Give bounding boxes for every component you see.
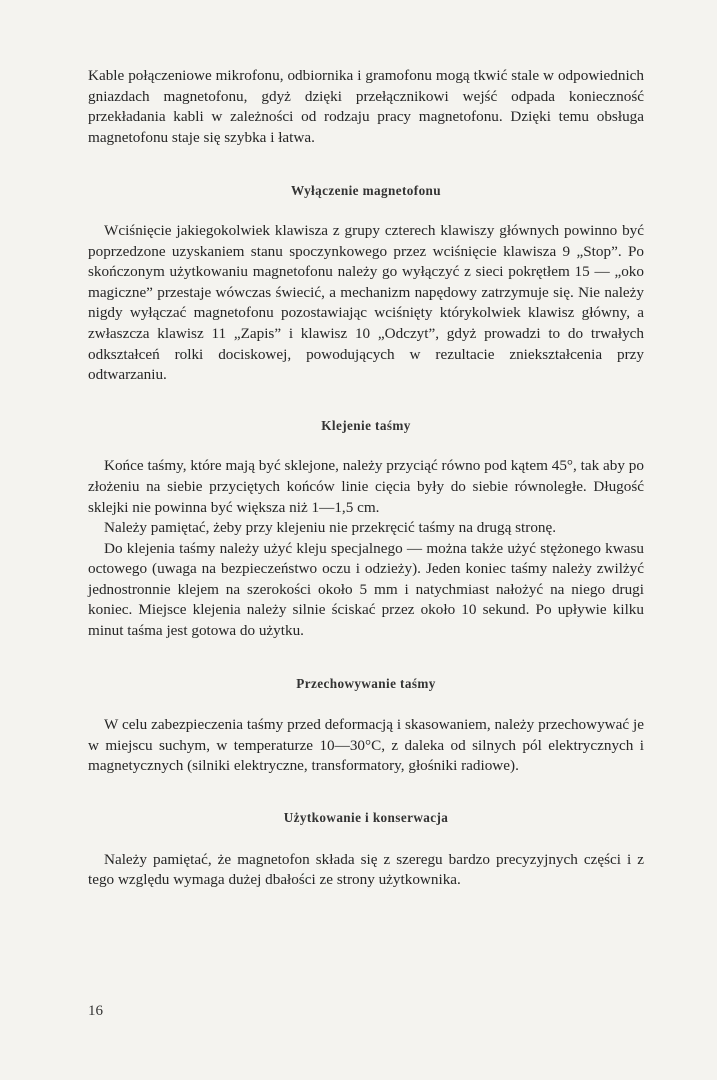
paragraph-uzytkowanie: Należy pamiętać, że magnetofon składa się z szeregu bardzo precyzyjnych części i z tego względu wymaga dużej dbałości ze strony użytkownika. (88, 850, 644, 889)
page-content (88, 66, 644, 891)
intro-paragraph: Kable połączeniowe mikrofonu, odbiornika i gramofonu mogą tkwić stale w odpowiednich gniazdach magnetofonu, gdyż dzięki przełącznikowi wejść odpada konieczność przekładania kabli w zależności od rodzaju pracy magnetofonu. Dzięki temu obsługa magnetofonu staje się szybka i łatwa. (88, 67, 644, 146)
heading-klejenie-tasmy: Klejenie taśmy (321, 417, 411, 433)
heading-wylaczenie-magnetofonu: Wyłączenie magnetofonu (290, 183, 442, 199)
paragraph-klejenie-3: Do klejenia taśmy należy użyć kleju specjalnego — można także użyć stężonego kwasu octowego (uwaga na bezpieczeństwo oczu i odzieży). Jeden koniec taśmy należy zwilżyć jednostronnie klejem na szerokości około 5 mm i natychmiast nałożyć na niego drugi koniec. Miejsce klejenia należy silnie ściskać przez około 10 sekund. Po upływie kilku minut taśma jest gotowa do użytku. (88, 539, 644, 640)
heading-uzytkowanie-i-konserwacja: Użytkowanie i konserwacja (283, 810, 449, 826)
heading-przechowywanie-tasmy: Przechowywanie taśmy (296, 675, 436, 691)
page-number: 16 (88, 1003, 103, 1019)
paragraph-klejenie-2: Należy pamiętać, żeby przy klejeniu nie przekręcić taśmy na drugą stronę. (104, 519, 557, 537)
paragraph-przechowywanie: W celu zabezpieczenia taśmy przed deformacją i skasowaniem, należy przechowywać je w miejscu suchym, w temperaturze 10—30°C, z daleka od silnych pól elektrycznych i magnetycznych (silniki elektryczne, transformatory, głośniki radiowe). (88, 716, 644, 775)
paragraph-wylaczenie: Wciśnięcie jakiegokolwiek klawisza z grupy czterech klawiszy głównych powinno być poprzedzone uzyskaniem stanu spoczynkowego przez wciśnięcie klawisza 9 „Stop”. Po skończonym użytkowaniu magnetofonu należy go wyłączyć z sieci pokrętłem 15 — „oko magiczne” przestaje wówczas świecić, a mechanizm napędowy zatrzymuje się. Nie należy nigdy wyłączać magnetofonu pozostawiając wciśnięty którykolwiek klawisz główny, a zwłaszcza klawisz 11 „Zapis” i klawisz 10 „Odczyt”, gdyż prowadzi to do trwałych odkształceń rolki dociskowej, powodujących w rezultacie zniekształcenia przy odtwarzaniu. (88, 221, 644, 384)
paragraph-klejenie-1: Końce taśmy, które mają być sklejone, należy przyciąć równo pod kątem 45°, tak aby po złożeniu na siebie przyciętych końców linie cięcia były do siebie równoległe. Długość sklejki nie powinna być większa niż 1—1,5 cm. (88, 457, 644, 516)
